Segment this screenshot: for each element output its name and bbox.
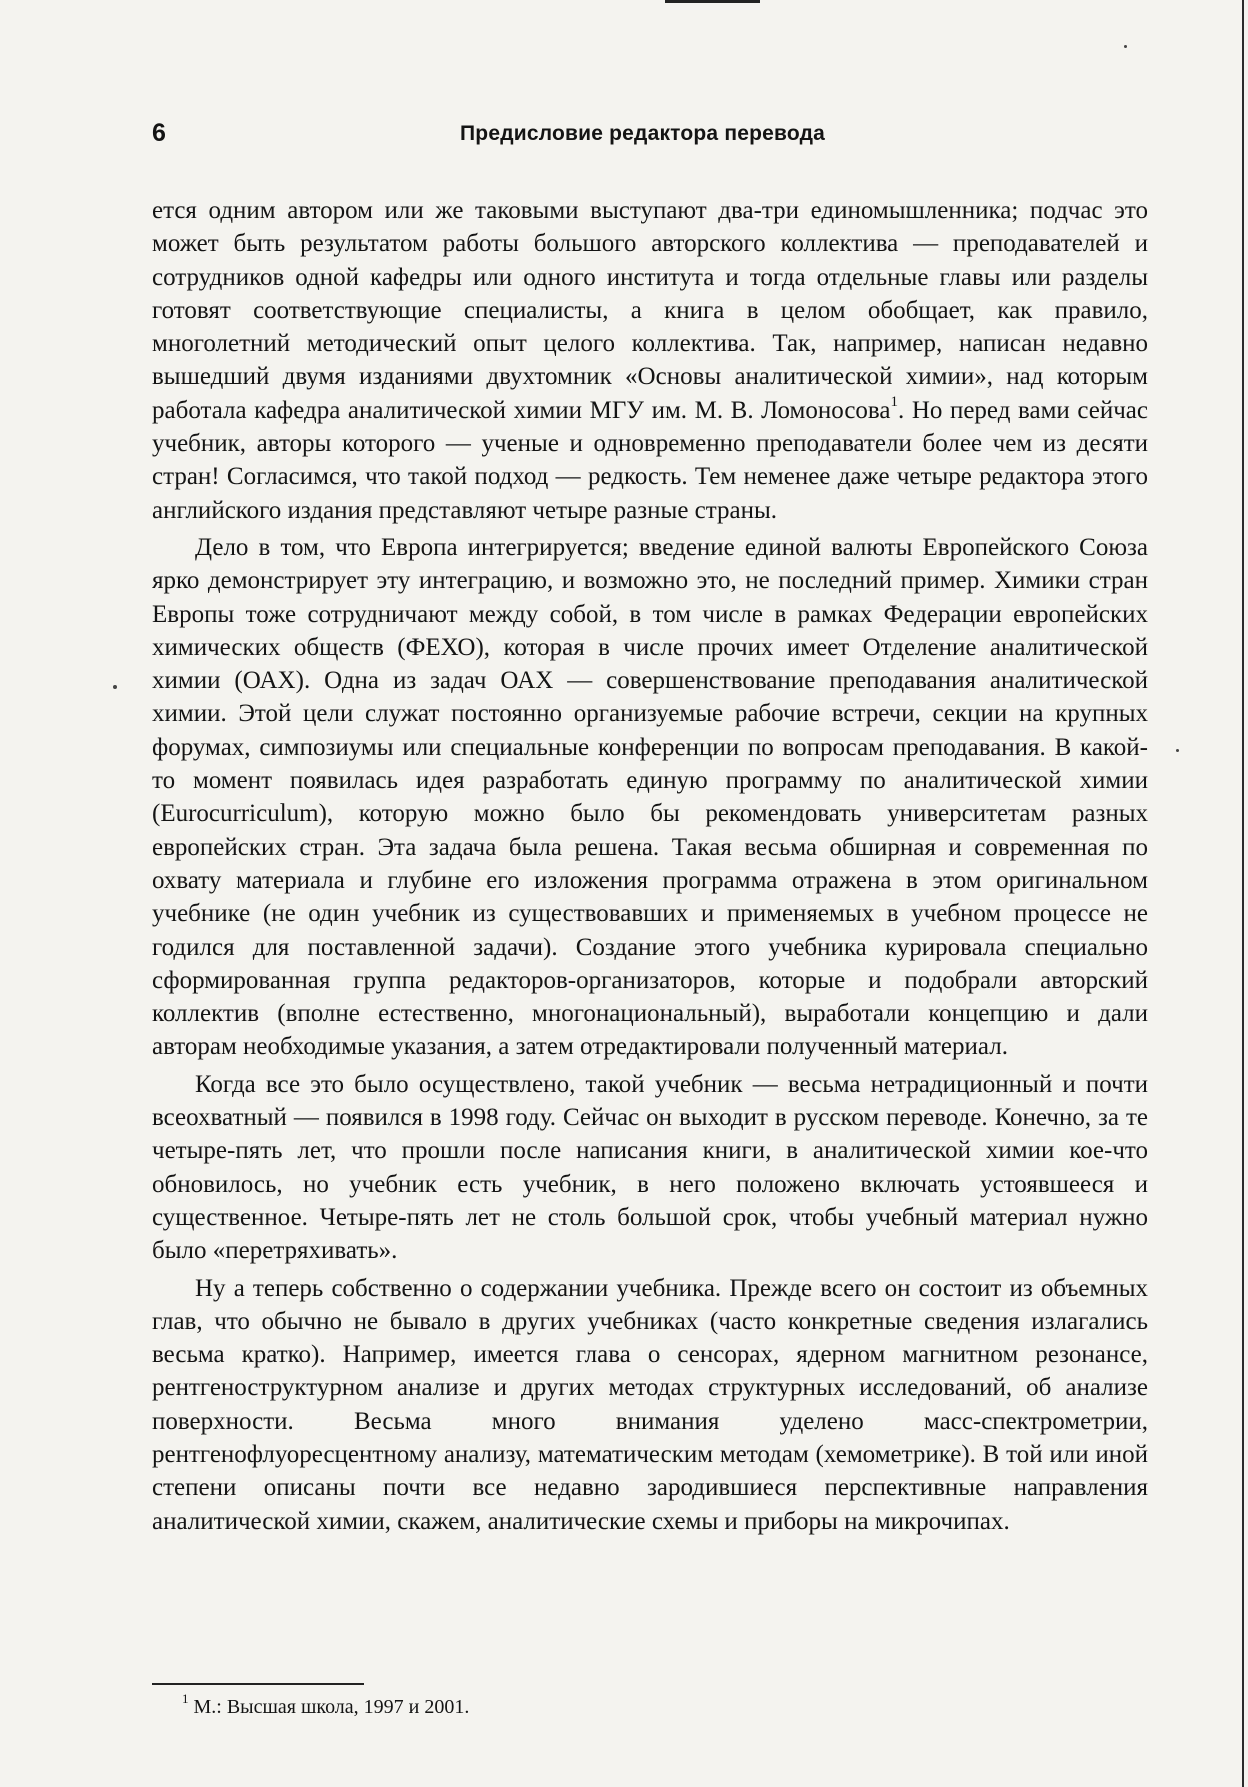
paragraph-3: Когда все это было осуществлено, такой учебник — весьма нетрадиционный и почти всеохватный — появился в 1998 году. Сейчас он выходит в русском переводе. Конечно, за те четыре-пять лет, что прошли после написания книги, в аналитической химии кое-что обновилось, но учебник есть учебник, в него положено включать устоявшееся и существенное. Четыре-пять лет не столь большой срок, чтобы учебный материал нужно было «перетряхивать». bbox=[152, 1070, 1148, 1265]
paragraph-1-text: ется одним автором или же таковыми выступают два-три единомышленника; подчас это может быть результатом работы большого авторского коллектива — преподавателей и сотрудников одной кафедры или одного института и тогда отдельные главы или разделы готовят соответствующие специалисты, а книга в целом обобщает, как правило, многолетний методический опыт целого коллектива. Так, например, написан недавно вышедший двумя изданиями двухтомник «Основы аналитической химии», над которым работала кафедра аналитической химии МГУ им. М. В. Ломоносова bbox=[152, 197, 1148, 424]
page-number: 6 bbox=[152, 119, 166, 147]
paragraph-1 bbox=[152, 194, 1148, 527]
footnote-reference: 1 bbox=[890, 394, 898, 411]
scan-speck bbox=[113, 685, 117, 689]
footnote-text: М.: Высшая школа, 1997 и 2001. bbox=[188, 1696, 470, 1718]
scan-speck bbox=[1176, 749, 1179, 752]
running-title: Предисловие редактора перевода bbox=[460, 122, 826, 145]
scan-speck bbox=[1124, 45, 1127, 48]
footnote-marker: 1 bbox=[182, 1691, 189, 1707]
footnote bbox=[182, 1691, 470, 1720]
body-text bbox=[152, 194, 1148, 1542]
footnote-separator bbox=[152, 1683, 364, 1685]
top-edge-mark bbox=[665, 0, 760, 3]
paragraph-1-continuation: . Но перед вами сейчас учебник, авторы которого — ученые и одновременно преподаватели более чем из десяти стран! Согласимся, что такой подход — редкость. Тем неменее даже четыре редактора этого английского издания представляют четыре разные страны. bbox=[152, 396, 1148, 524]
paragraph-2: Дело в том, что Европа интегрируется; введение единой валюты Европейского Союза ярко демонстрирует эту интеграцию, и возможно это, не последний пример. Химики стран Европы тоже сотрудничают между собой, в том числе в рамках Федерации европейских химических обществ (ФЕХО), которая в числе прочих имеет Отделение аналитической химии (ОАХ). Одна из задач ОАХ — совершенствование преподавания аналитической химии. Этой цели служат постоянно организуемые рабочие встречи, секции на крупных форумах, симпозиумы или специальные конференции по вопросам преподавания. В какой-то момент появилась идея разработать единую программу по аналитической химии (Eurocurriculum), которую можно было бы рекомендовать университетам разных европейских стран. Эта задача была решена. Такая весьма обширная и современная по охвату материала и глубине его изложения программа отражена в этом оригинальном учебнике (не один учебник из существовавших и применяемых в учебном процессе не годился для поставленной задачи). Создание этого учебника курировала специально сформированная группа редакторов-организаторов, которые и подобрали авторский коллектив (вполне естественно, многонациональный), выработали концепцию и дали авторам необходимые указания, а затем отредактировали полученный материал. bbox=[152, 533, 1148, 1061]
paragraph-4: Ну а теперь собственно о содержании учебника. Прежде всего он состоит из объемных глав, что обычно не бывало в других учебниках (часто конкретные сведения излагались весьма кратко). Например, имеется глава о сенсорах, ядерном магнитном резонансе, рентгеноструктурном анализе и других методах структурных исследований, об анализе поверхности. Весьма много внимания уделено масс-спектрометрии, рентгенофлуоресцентному анализу, математическим методам (хемометрике). В той или иной степени описаны почти все недавно зародившиеся перспективные направления аналитической химии, скажем, аналитические схемы и приборы на микрочипах. bbox=[152, 1274, 1148, 1535]
page-edge-line bbox=[1242, 0, 1244, 1787]
